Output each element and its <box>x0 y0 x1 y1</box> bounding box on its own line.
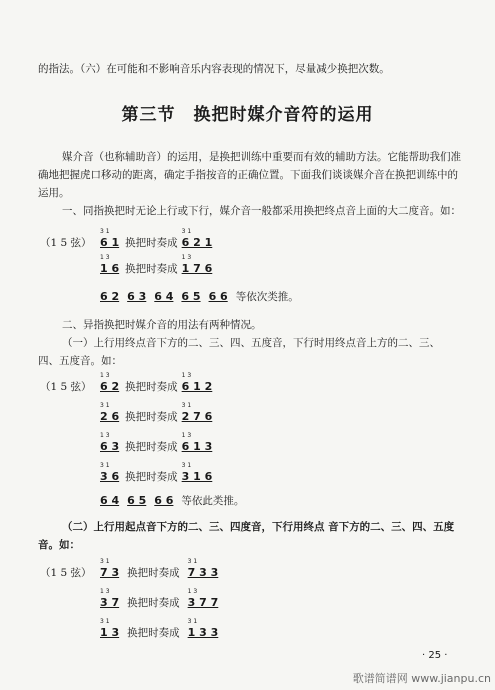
note-pair: 1 3 3 7 <box>100 588 120 609</box>
note-pair: 3 1 2 6 <box>100 402 120 423</box>
section-1-text: 一、同指换把时无论上行或下行，媒介音一般都采用换把终点音上面的大二度音。如： <box>62 205 461 217</box>
note-pair: 6 2 <box>100 290 120 303</box>
note-pair: 6 5 <box>181 290 201 303</box>
note-pair: 3 1 6 1 <box>100 228 120 249</box>
ex-label: 换把时奏成 <box>127 567 180 579</box>
note-pair: 6 6 <box>154 494 174 507</box>
string-label-2: （1 5 弦） <box>40 381 92 393</box>
intro-line-3: 运用。 <box>38 187 70 199</box>
ex2-row-5 <box>100 494 244 508</box>
intro-line-1: 媒介音（也称辅助音）的运用，是换把训练中重要而有效的辅助方法。它能帮助我们准 <box>62 151 461 163</box>
note-result: 1 3 3 7 7 <box>187 588 219 609</box>
section-2-1a: （一）上行用终点音下方的二、三、四、五度音，下行时用终点音上方的二、三、 <box>62 337 440 349</box>
watermark: 歌谱简谱网 www.jianpu.cn <box>352 672 491 685</box>
ex-label: 换把时奏成 <box>125 411 178 423</box>
section-2-1b: 四、五度音。如： <box>38 355 122 367</box>
ex1-row-a <box>100 228 213 250</box>
ex-label: 换把时奏成 <box>125 441 178 453</box>
ex3-row-1 <box>100 558 219 580</box>
section-2-text: 二、异指换把时媒介音的用法有两种情况。 <box>62 319 262 331</box>
ex-label: 换把时奏成 <box>127 597 180 609</box>
note-result: 3 1 1 3 3 <box>187 618 219 639</box>
note-pair: 1 3 6 3 <box>100 432 120 453</box>
ex3-row-2 <box>100 588 219 610</box>
page-number: · 25 · <box>422 650 448 661</box>
note-result: 3 1 3 1 6 <box>181 462 213 483</box>
note-pair: 1 3 1 6 <box>100 254 120 275</box>
note-result: 1 3 6 1 2 <box>181 372 213 393</box>
section-2-2a: （二）上行用起点音下方的二、三、四度音，下行用终点 音下方的二、三、四、五度 <box>62 521 455 533</box>
ex-label: 换把时奏成 <box>125 237 178 249</box>
ex-label: 换把时奏成 <box>125 263 178 275</box>
note-result: 3 1 2 7 6 <box>181 402 213 423</box>
intro-line-2: 确地把握虎口移动的距离，确定手指按音的正确位置。下面我们谈谈媒介音在换把训练中的 <box>38 169 458 181</box>
note-result: 3 1 7 3 3 <box>187 558 219 579</box>
note-pair: 3 1 1 3 <box>100 618 120 639</box>
note-pair: 3 1 3 6 <box>100 462 120 483</box>
note-result: 1 3 6 1 3 <box>181 432 213 453</box>
ex1-row-b <box>100 254 213 276</box>
ex1-row-c <box>100 290 299 304</box>
ex2-row-4 <box>100 462 213 484</box>
ex-tail: 等依此类推。 <box>181 495 245 507</box>
ex3-row-3 <box>100 618 219 640</box>
ex-tail: 等依次类推。 <box>235 291 299 303</box>
ex-label: 换把时奏成 <box>127 627 180 639</box>
note-pair: 6 4 <box>154 290 174 303</box>
note-result: 1 3 1 7 6 <box>181 254 213 275</box>
note-pair: 1 3 6 2 <box>100 372 120 393</box>
note-pair: 3 1 7 3 <box>100 558 120 579</box>
string-label-1: （1 5 弦） <box>40 237 92 249</box>
ex2-row-1 <box>100 372 213 394</box>
ex2-row-3 <box>100 432 213 454</box>
note-pair: 6 6 <box>208 290 228 303</box>
string-label-3: （1 5 弦） <box>40 567 92 579</box>
section-title: 第三节 换把时媒介音符的运用 <box>121 105 374 125</box>
note-pair: 6 3 <box>127 290 147 303</box>
ex-label: 换把时奏成 <box>125 471 178 483</box>
paragraph-top: 的指法。（六）在可能和不影响音乐内容表现的情况下，尽量减少换把次数。 <box>38 63 390 75</box>
note-pair: 6 5 <box>127 494 147 507</box>
note-result: 3 1 6 2 1 <box>181 228 213 249</box>
section-2-2b: 音。如： <box>38 539 80 551</box>
note-pair: 6 4 <box>100 494 120 507</box>
ex2-row-2 <box>100 402 213 424</box>
ex-label: 换把时奏成 <box>125 381 178 393</box>
